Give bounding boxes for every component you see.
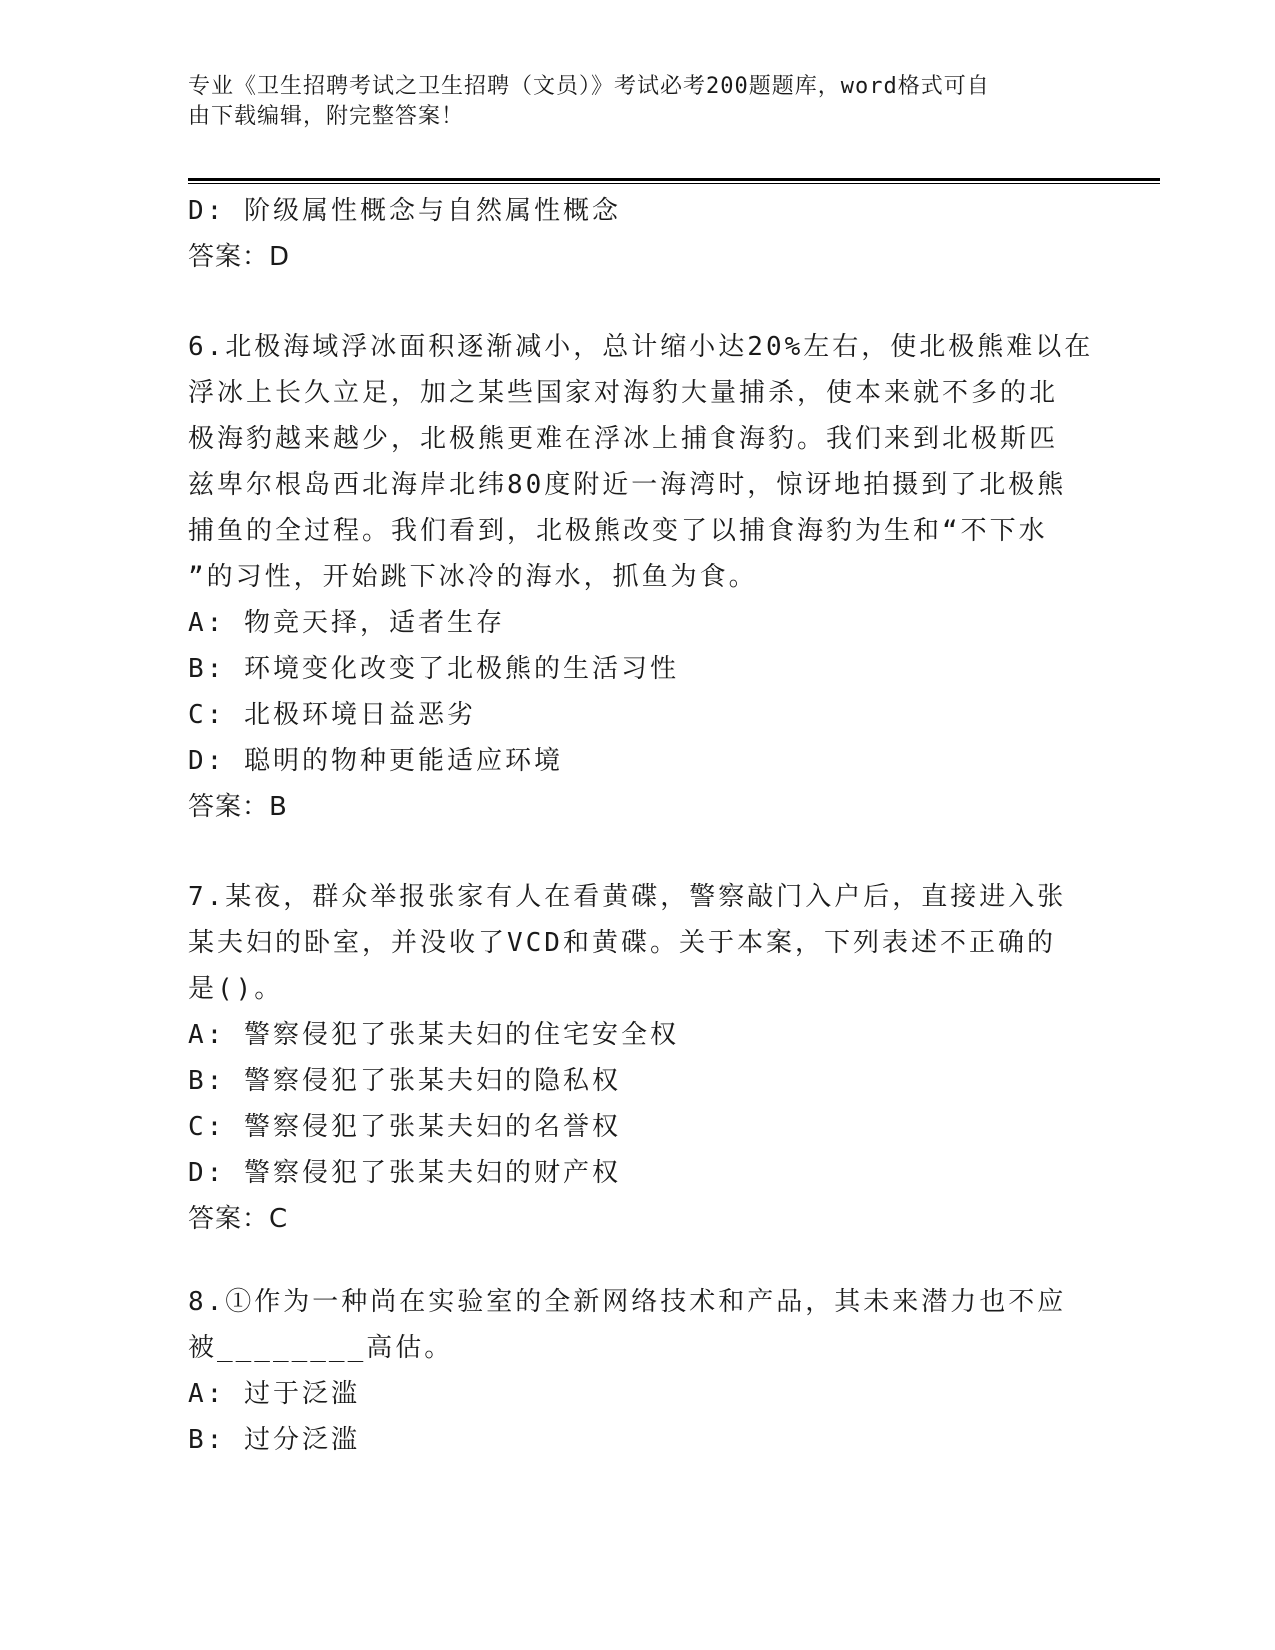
answer: 答案：D	[188, 242, 291, 272]
header-line-2: 由下载编辑，附完整答案！	[188, 104, 465, 129]
question-text-line: 捕鱼的全过程。我们看到，北极熊改变了以捕食海豹为生和“不下水	[188, 516, 1048, 546]
header-line-1: 专业《卫生招聘考试之卫生招聘（文员）》考试必考200题题库，word格式可自	[188, 74, 990, 99]
header-divider-thin	[188, 183, 1160, 184]
option-a: A: 警察侵犯了张某夫妇的住宅安全权	[188, 1020, 679, 1050]
question-text-line: ”的习性，开始跳下冰冷的海水，抓鱼为食。	[188, 562, 758, 592]
option-a: A: 物竞天择，适者生存	[188, 608, 505, 638]
question-text-line: 8.①作为一种尚在实验室的全新网络技术和产品，其未来潜力也不应	[188, 1287, 1067, 1317]
option-c: C: 警察侵犯了张某夫妇的名誉权	[188, 1112, 621, 1142]
option-d: D: 警察侵犯了张某夫妇的财产权	[188, 1158, 621, 1188]
question-8	[188, 1279, 1088, 1463]
question-text-line: 极海豹越来越少，北极熊更难在浮冰上捕食海豹。我们来到北极斯匹	[188, 424, 1059, 454]
question-text-line: 某夫妇的卧室，并没收了VCD和黄碟。关于本案，下列表述不正确的	[188, 928, 1056, 958]
answer: 答案：B	[188, 792, 288, 822]
question-content	[188, 188, 1094, 1463]
option-c: C: 北极环境日益恶劣	[188, 700, 476, 730]
question-text-line: 兹卑尔根岛西北海岸北纬80度附近一海湾时，惊讶地拍摄到了北极熊	[188, 470, 1067, 500]
spacer	[188, 1242, 1088, 1279]
question-5-tail	[188, 188, 1088, 280]
question-text-line: 6.北极海域浮冰面积逐渐减小，总计缩小达20%左右，使北极熊难以在	[188, 332, 1094, 362]
question-text-line: 被________高估。	[188, 1333, 454, 1363]
option-a: A: 过于泛滥	[188, 1379, 360, 1409]
question-6	[188, 324, 1094, 830]
spacer	[188, 830, 1088, 874]
option-d: D: 聪明的物种更能适应环境	[188, 746, 563, 776]
question-text-line: 是()。	[188, 974, 284, 1004]
option-b: B: 警察侵犯了张某夫妇的隐私权	[188, 1066, 621, 1096]
question-text-line: 浮冰上长久立足，加之某些国家对海豹大量捕杀，使本来就不多的北	[188, 378, 1059, 408]
option-b: B: 过分泛滥	[188, 1425, 360, 1455]
answer: 答案：C	[188, 1204, 289, 1234]
document-header	[188, 72, 1088, 132]
header-divider-thick	[188, 178, 1160, 181]
option-b: B: 环境变化改变了北极熊的生活习性	[188, 654, 679, 684]
option-d: D: 阶级属性概念与自然属性概念	[188, 196, 621, 226]
question-7	[188, 874, 1088, 1242]
spacer	[188, 280, 1088, 324]
question-text-line: 7.某夜，群众举报张家有人在看黄碟，警察敲门入户后，直接进入张	[188, 882, 1067, 912]
